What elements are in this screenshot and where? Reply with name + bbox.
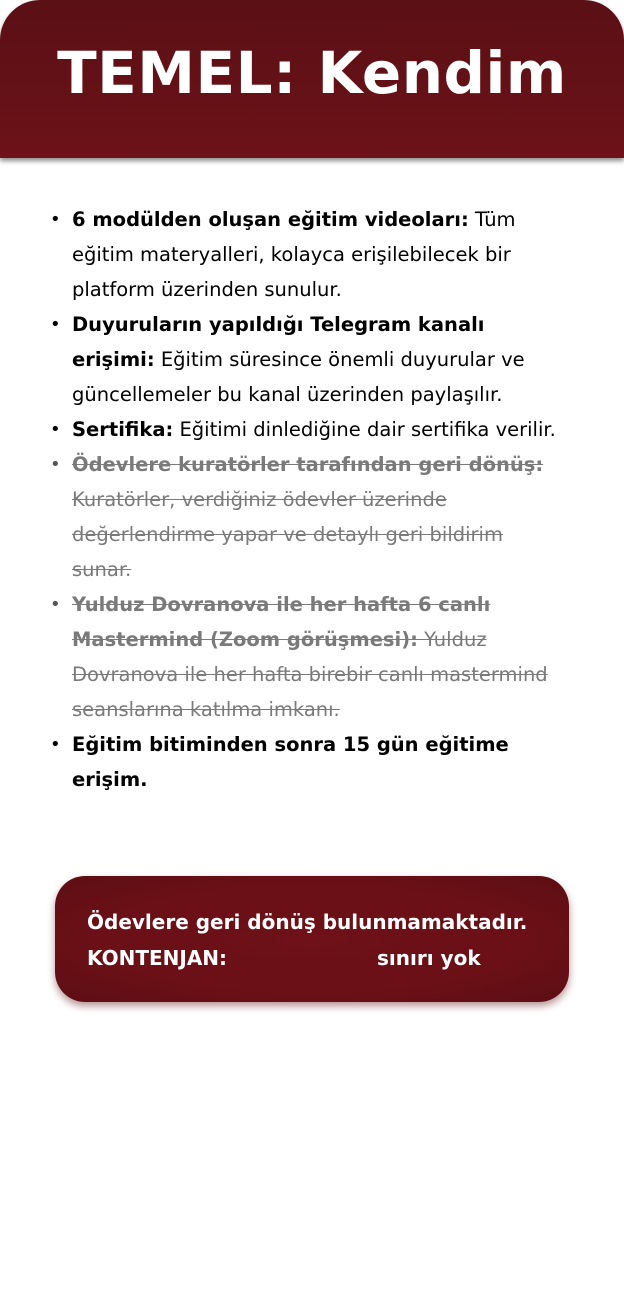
feature-description: Yulduz Dovranova ile her hafta birebir canlı mastermind seanslarına katılma imkanı. [72,628,548,721]
bullet-icon: • [50,594,61,615]
feature-title: Ödevlere kuratörler tarafından geri dönüş: [72,453,544,476]
info-card [55,876,569,1002]
feature-description: Eğitimi dinlediğine dair sertifika verilir. [173,418,556,441]
feature-title: Yulduz Dovranova ile her hafta 6 canlı Mastermind (Zoom görüşmesi): [72,593,491,651]
plan-header [0,0,624,158]
quota-value: sınırı yok [377,946,481,970]
feature-title: Duyuruların yapıldığı Telegram kanalı erişimi: [72,313,485,371]
feature-title: 6 modülden oluşan eğitim videoları: [72,208,469,231]
quota-label: KONTENJAN: [87,946,228,970]
feature-list [48,202,568,797]
feature-title: Eğitim bitiminden sonra 15 gün eğitime erişim. [72,733,509,791]
quota-row [87,940,537,976]
feature-title: Sertifika: [72,418,174,441]
feature-item [48,202,568,307]
feature-description: Tüm eğitim materyalleri, kolayca erişilebilecek bir platform üzerinden sunulur. [72,208,516,301]
feature-item-unavailable [48,587,568,727]
feedback-note: Ödevlere geri dönüş bulunmamaktadır. [87,910,528,934]
bullet-icon: • [50,419,61,440]
feature-description: Kuratörler, verdiğiniz ödevler üzerinde değerlendirme yapar ve detaylı geri bildirim sunar. [72,488,503,581]
plan-title: TEMEL: Kendim [57,39,567,107]
feature-item [48,307,568,412]
bullet-icon: • [50,209,61,230]
feature-item [48,412,568,447]
bullet-icon: • [50,454,61,475]
bullet-icon: • [50,734,61,755]
feature-item [48,727,568,797]
bullet-icon: • [50,314,61,335]
feature-item-unavailable [48,447,568,587]
feature-description: Eğitim süresince önemli duyurular ve güncellemeler bu kanal üzerinden paylaşılır. [72,348,525,406]
